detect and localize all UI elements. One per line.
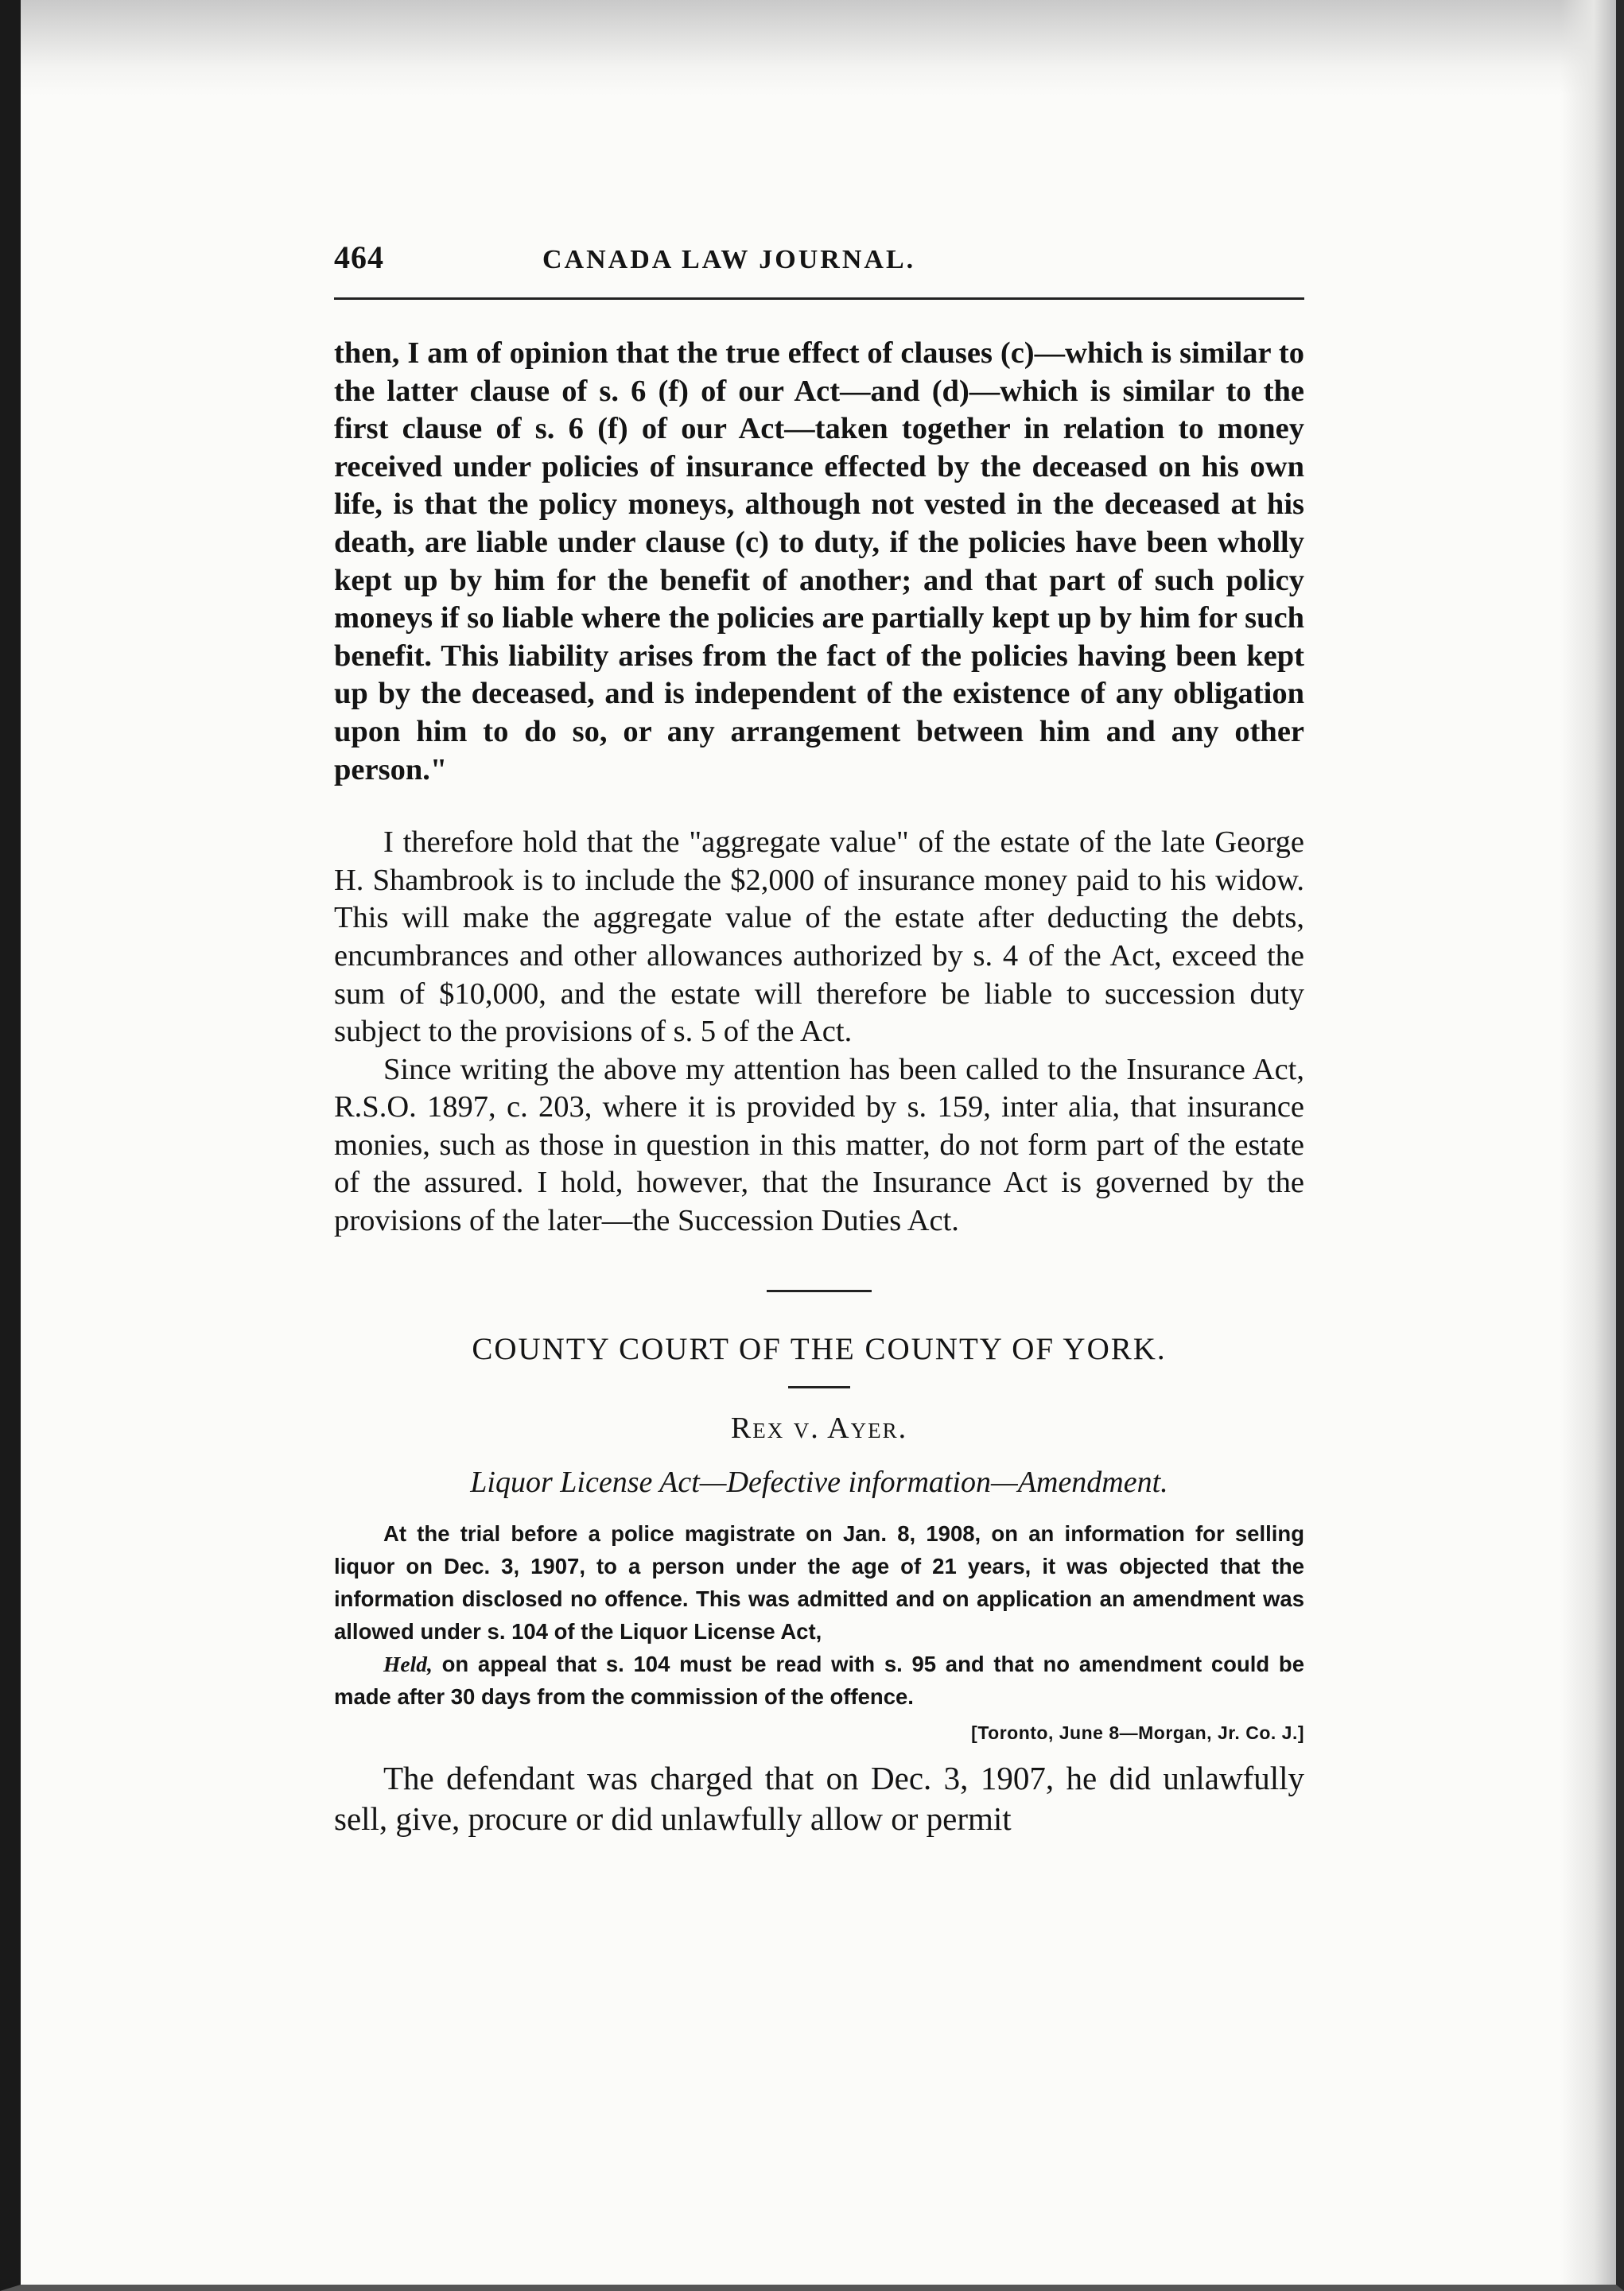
postscript-paragraph: Since writing the above my attention has been called to the Insurance Act, R.S.O. 1897, c. 203, where it is provided by s. 159, inter alia, that insurance monies, such as those in question in this matter, do not form part of the estate of the assured. I hold, however, that the Insurance Act is governed by the provisions of the later—the Succession Duties Act. [334, 1052, 1304, 1238]
headnote [334, 1517, 1304, 1713]
journal-title: CANADA LAW JOURNAL. [542, 245, 916, 274]
page-number: 464 [334, 239, 384, 275]
holding-paragraph: I therefore hold that the "aggregate value" of the estate of the late George H. Shambrook is to include the $2,000 of insurance money paid to his widow. This will make the aggregate value of the estate after deducting the debts, encumbrances and other allowances authorized by s. 4 of the Act, exceed the sum of $10,000, and the estate will therefore be liable to succession duty subject to the provisions of s. 5 of the Act. [334, 825, 1304, 1049]
headnote-paragraph: At the trial before a police magistrate on Jan. 8, 1908, on an information for selling liquor on Dec. 3, 1907, to a person under the age of 21 years, it was objected that the information disclosed no offence. This was admitted and on application an amendment was allowed under s. 104 of the Liquor License Act, [334, 1520, 1304, 1644]
section-divider [767, 1290, 872, 1292]
held-label: Held, [383, 1651, 433, 1676]
heading-divider [788, 1386, 850, 1388]
court-heading: COUNTY COURT OF THE COUNTY OF YORK. [472, 1331, 1167, 1366]
running-head [334, 239, 1304, 283]
scan-shadow-top [21, 0, 1616, 95]
opinion-text [334, 335, 1304, 789]
scan-shadow-right [1560, 0, 1616, 2285]
judgment-paragraph: The defendant was charged that on Dec. 3, 1907, he did unlawfully sell, give, procure or did unlawfully allow or permit [334, 1759, 1304, 1837]
holding-text [334, 824, 1304, 1241]
case-name: Rex v. Ayer. [730, 1411, 908, 1445]
opinion-paragraph: then, I am of opinion that the true effect of clauses (c)—which is similar to the latter clause of s. 6 (f) of our Act—and (d)—which is similar to the first clause of s. 6 (f) of our Act—taken together in relation to money received under policies of insurance effected by the deceased on his own life, is that the policy moneys, although not vested in the deceased at his death, are liable under clause (c) to duty, if the policies have been wholly kept up by him for the benefit of another; and that part of such policy moneys if so liable where the policies are partially kept up by him for such benefit. This liability arises from the fact of the policies having been kept up by the deceased, and is independent of the existence of any obligation upon him to do so, or any arrangement between him and any other person." [334, 336, 1304, 786]
header-rule [334, 297, 1304, 300]
headnote-held [334, 1648, 1304, 1713]
case-subtitle: Liquor License Act—Defective information—Amendment. [470, 1465, 1168, 1499]
page-column [334, 239, 1304, 1839]
case-citation: [Toronto, June 8—Morgan, Jr. Co. J.] [971, 1722, 1304, 1743]
held-text: on appeal that s. 104 must be read with s. 95 and that no amendment could be made after 30 days from the commission of the offence. [334, 1651, 1304, 1709]
judgment-text [334, 1758, 1304, 1839]
